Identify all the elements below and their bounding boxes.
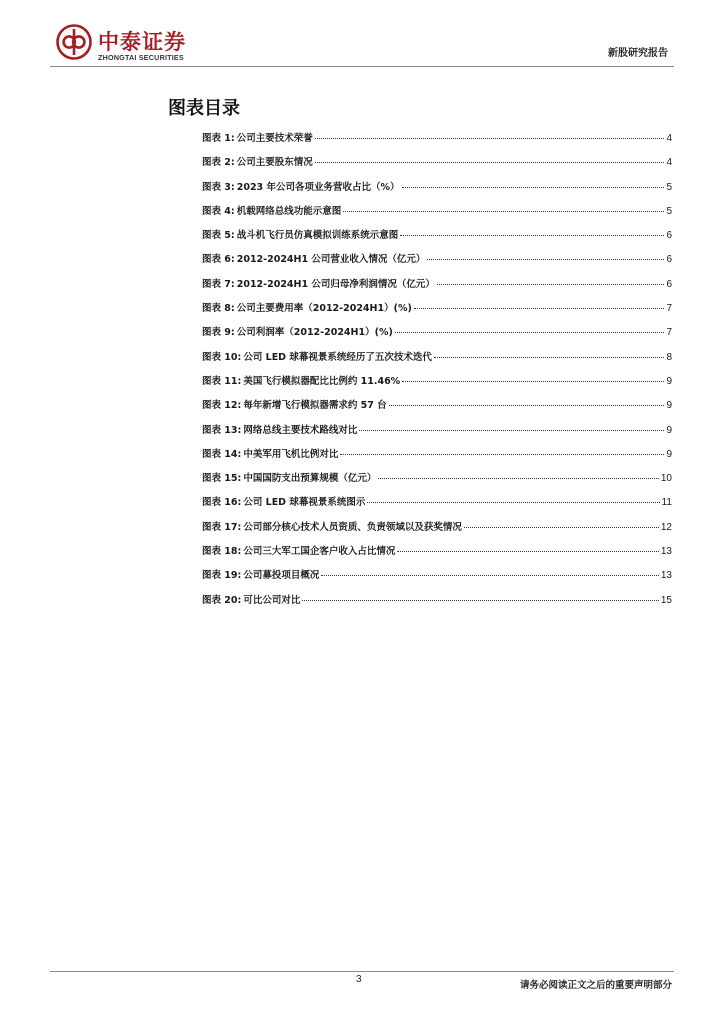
toc-heading: 图表目录 bbox=[168, 98, 240, 119]
toc-entry-page: 5 bbox=[666, 181, 672, 193]
toc-dot-leader bbox=[315, 162, 665, 163]
toc-entry-page: 4 bbox=[666, 133, 672, 144]
toc-entry[interactable] bbox=[202, 227, 672, 251]
toc-dot-leader bbox=[340, 454, 664, 455]
toc-entry-page: 12 bbox=[660, 521, 672, 533]
toc-entry-label: 图表 14: bbox=[202, 448, 242, 460]
toc-entry-label: 图表 18: bbox=[202, 546, 242, 558]
toc-entry-title: 机载网络总线功能示意图 bbox=[236, 205, 342, 217]
toc-entry-page: 8 bbox=[666, 351, 672, 363]
toc-dot-leader bbox=[434, 357, 665, 358]
toc-dot-leader bbox=[321, 575, 659, 576]
toc-entry-label: 图表 5: bbox=[202, 230, 235, 242]
toc-entry-title: 2012-2024H1 公司营业收入情况（亿元） bbox=[236, 254, 426, 266]
toc-entry-title: 中国国防支出预算规模（亿元） bbox=[243, 473, 377, 485]
toc-entry-title: 可比公司对比 bbox=[243, 594, 301, 606]
toc-entry-label: 图表 11: bbox=[202, 375, 242, 387]
toc-entry-title: 公司利润率（2012-2024H1）(%) bbox=[236, 327, 393, 339]
header-divider bbox=[50, 66, 674, 67]
toc-entry[interactable] bbox=[202, 567, 672, 591]
toc-dot-leader bbox=[427, 259, 664, 260]
toc-entry-page: 9 bbox=[666, 375, 672, 387]
toc-entry-title: 公司部分核心技术人员资质、负责领域以及获奖情况 bbox=[243, 521, 462, 533]
toc-entry-label: 图表 8: bbox=[202, 303, 235, 315]
toc-entry-label: 图表 13: bbox=[202, 424, 242, 436]
toc-entry-title: 公司主要股东情况 bbox=[236, 157, 313, 169]
toc-entry-page: 5 bbox=[666, 205, 672, 217]
toc-entry-label: 图表 20: bbox=[202, 594, 242, 606]
toc-entry-title: 公司 LED 球幕视景系统经历了五次技术迭代 bbox=[243, 351, 432, 363]
toc-entry-label: 图表 12: bbox=[202, 400, 242, 412]
toc-entry-label: 图表 4: bbox=[202, 205, 235, 217]
toc-entry-title: 公司主要费用率（2012-2024H1）(%) bbox=[236, 303, 412, 315]
toc-entry-label: 图表 19: bbox=[202, 570, 242, 582]
toc-entry-title: 2023 年公司各项业务营收占比（%） bbox=[236, 181, 400, 193]
toc-entry-page: 9 bbox=[666, 400, 672, 412]
report-type-label: 新股研究报告 bbox=[608, 48, 668, 59]
toc-entry[interactable] bbox=[202, 349, 672, 373]
toc-entry-page: 13 bbox=[660, 546, 672, 558]
toc-entry-page: 10 bbox=[660, 473, 672, 485]
toc-entry-label: 图表 1: bbox=[202, 133, 235, 144]
toc-entry-label: 图表 7: bbox=[202, 278, 235, 290]
toc-dot-leader bbox=[464, 527, 659, 528]
company-logo bbox=[56, 24, 216, 72]
toc-entry-title: 中美军用飞机比例对比 bbox=[243, 448, 339, 460]
toc-entry-page: 6 bbox=[666, 230, 672, 242]
toc-entry-title: 网络总线主要技术路线对比 bbox=[243, 424, 358, 436]
toc-entry-page: 7 bbox=[666, 303, 672, 315]
toc-entry-label: 图表 2: bbox=[202, 157, 235, 169]
toc-dot-leader bbox=[402, 381, 664, 382]
toc-entry-page: 15 bbox=[660, 594, 672, 606]
toc-entry-label: 图表 3: bbox=[202, 181, 235, 193]
toc-dot-leader bbox=[402, 187, 665, 188]
logo-chinese-name: 中泰证券 bbox=[98, 30, 186, 54]
toc-dot-leader bbox=[343, 211, 664, 212]
toc-dot-leader bbox=[359, 430, 664, 431]
toc-entry-title: 2012-2024H1 公司归母净利润情况（亿元） bbox=[236, 278, 435, 290]
toc-dot-leader bbox=[367, 502, 659, 503]
toc-entry-page: 7 bbox=[666, 327, 672, 339]
toc-entry-title: 公司 LED 球幕视景系统图示 bbox=[243, 497, 366, 509]
toc-dot-leader bbox=[395, 332, 665, 333]
toc-list bbox=[202, 130, 672, 616]
toc-entry[interactable] bbox=[202, 179, 672, 203]
toc-entry[interactable] bbox=[202, 203, 672, 227]
toc-entry[interactable] bbox=[202, 422, 672, 446]
toc-entry[interactable] bbox=[202, 324, 672, 348]
toc-entry-page: 6 bbox=[666, 254, 672, 266]
toc-entry[interactable] bbox=[202, 154, 672, 178]
footer-disclaimer: 请务必阅读正文之后的重要声明部分 bbox=[519, 980, 672, 991]
toc-entry[interactable] bbox=[202, 251, 672, 275]
toc-dot-leader bbox=[414, 308, 665, 309]
toc-entry-title: 公司募投项目概况 bbox=[243, 570, 320, 582]
toc-entry[interactable] bbox=[202, 373, 672, 397]
toc-dot-leader bbox=[397, 551, 659, 552]
toc-dot-leader bbox=[378, 478, 659, 479]
toc-entry-title: 每年新增飞行模拟器需求约 57 台 bbox=[243, 400, 387, 412]
toc-entry-title: 美国飞行模拟器配比比例约 11.46% bbox=[243, 375, 401, 387]
zhongtai-logo-icon bbox=[56, 24, 92, 60]
toc-entry-page: 9 bbox=[666, 448, 672, 460]
toc-entry-label: 图表 15: bbox=[202, 473, 242, 485]
toc-entry[interactable] bbox=[202, 592, 672, 616]
toc-entry-label: 图表 6: bbox=[202, 254, 235, 266]
toc-entry-title: 公司主要技术荣誉 bbox=[236, 133, 313, 144]
toc-entry[interactable] bbox=[202, 397, 672, 421]
toc-dot-leader bbox=[400, 235, 664, 236]
toc-entry[interactable] bbox=[202, 519, 672, 543]
toc-entry-page: 4 bbox=[666, 157, 672, 169]
toc-dot-leader bbox=[315, 138, 665, 139]
toc-entry-label: 图表 17: bbox=[202, 521, 242, 533]
toc-entry-label: 图表 16: bbox=[202, 497, 242, 509]
toc-dot-leader bbox=[302, 600, 659, 601]
toc-entry-page: 9 bbox=[666, 424, 672, 436]
toc-entry[interactable] bbox=[202, 446, 672, 470]
footer-divider bbox=[50, 971, 674, 972]
toc-dot-leader bbox=[437, 284, 665, 285]
toc-entry[interactable] bbox=[202, 276, 672, 300]
toc-entry[interactable] bbox=[202, 300, 672, 324]
toc-entry-label: 图表 10: bbox=[202, 351, 242, 363]
toc-entry[interactable] bbox=[202, 130, 672, 154]
page-number: 3 bbox=[356, 974, 362, 985]
toc-dot-leader bbox=[389, 405, 665, 406]
toc-entry-label: 图表 9: bbox=[202, 327, 235, 339]
toc-entry[interactable] bbox=[202, 494, 672, 518]
toc-entry[interactable] bbox=[202, 470, 672, 494]
logo-english-name: ZHONGTAI SECURITIES bbox=[98, 53, 184, 62]
toc-entry-page: 13 bbox=[660, 570, 672, 582]
toc-entry-page: 11 bbox=[661, 497, 672, 509]
toc-entry-title: 公司三大军工国企客户收入占比情况 bbox=[243, 546, 396, 558]
toc-entry[interactable] bbox=[202, 543, 672, 567]
toc-entry-title: 战斗机飞行员仿真模拟训练系统示意图 bbox=[236, 230, 399, 242]
toc-entry-page: 6 bbox=[666, 278, 672, 290]
